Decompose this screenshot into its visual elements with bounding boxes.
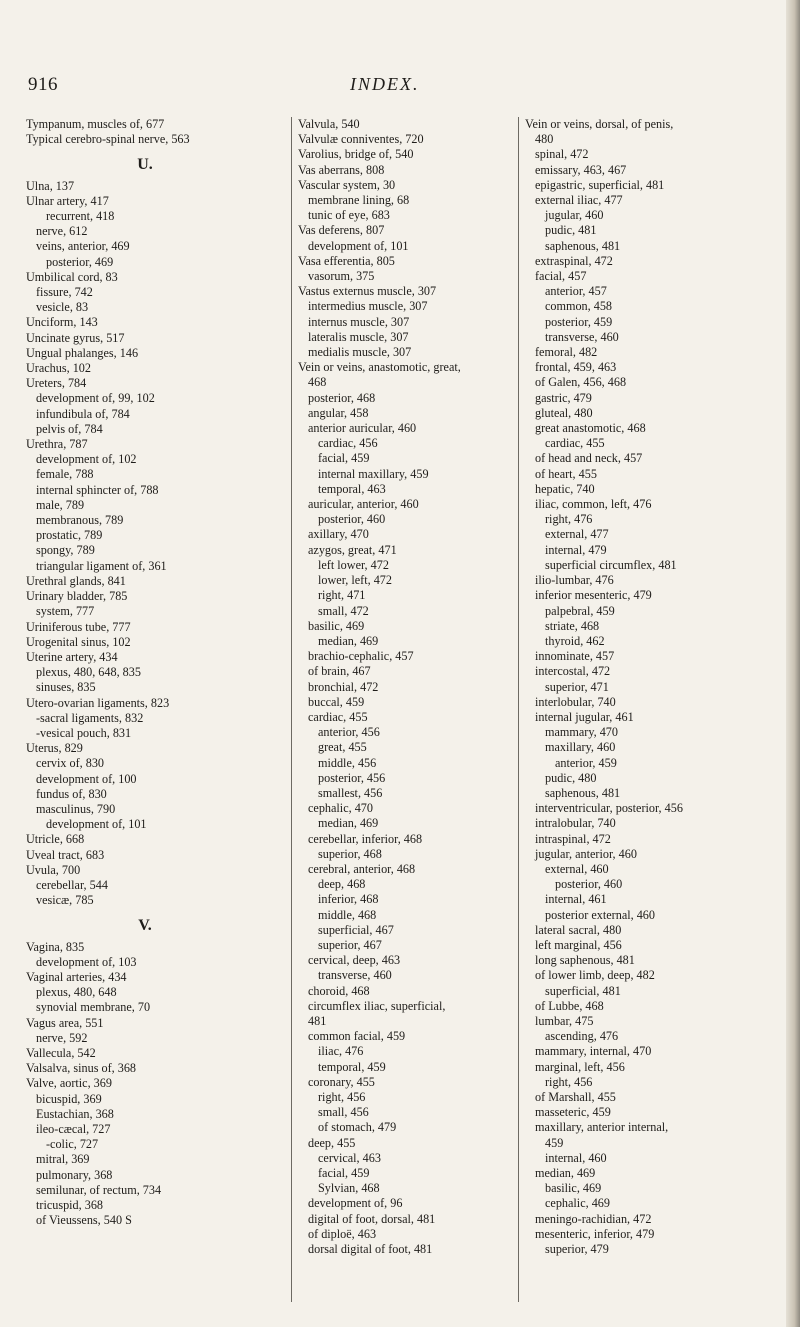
- index-subentry: membrane lining, 68: [308, 193, 410, 208]
- index-subentry: emissary, 463, 467: [535, 162, 627, 177]
- index-subentry: of Vieussens, 540 S: [36, 1213, 132, 1228]
- index-subentry: -sacral ligaments, 832: [36, 710, 144, 725]
- index-subentry: superficial circumflex, 481: [545, 557, 677, 572]
- index-subentry: deep, 468: [318, 877, 366, 892]
- index-subentry: smallest, 456: [318, 785, 383, 800]
- index-subentry: temporal, 463: [318, 481, 386, 496]
- index-subentry: ileo-cæcal, 727: [36, 1122, 111, 1136]
- index-entry: Vascular system, 30: [298, 177, 396, 192]
- index-subentry: posterior, 460: [555, 877, 623, 892]
- index-subentry: superior, 467: [318, 937, 382, 952]
- index-subentry: middle, 456: [318, 755, 377, 770]
- index-subentry: superficial, 467: [318, 922, 394, 937]
- index-subentry: external iliac, 477: [535, 193, 623, 208]
- index-subentry: fissure, 742: [36, 285, 93, 300]
- index-subentry: mesenteric, inferior, 479: [535, 1226, 655, 1241]
- index-subentry: brachio-cephalic, 457: [308, 649, 414, 664]
- section-letter-heading: V.: [138, 917, 152, 935]
- index-subentry: spongy, 789: [36, 543, 95, 558]
- index-subentry: right, 476: [545, 512, 593, 527]
- index-subentry: gluteal, 480: [535, 405, 593, 420]
- index-subentry: cardiac, 455: [545, 436, 605, 451]
- index-subentry: saphenous, 481: [545, 785, 621, 800]
- index-subentry: superficial, 481: [545, 983, 621, 998]
- index-subentry: medialis muscle, 307: [308, 345, 412, 360]
- index-subentry: interlobular, 740: [535, 694, 616, 709]
- index-subentry: posterior, 456: [318, 770, 386, 785]
- index-subentry: auricular, anterior, 460: [308, 497, 419, 512]
- index-subentry: of Lubbe, 468: [535, 998, 604, 1013]
- index-subentry: femoral, 482: [535, 345, 598, 360]
- index-subentry: mammary, internal, 470: [535, 1044, 652, 1059]
- index-subentry: nerve, 612: [36, 224, 88, 239]
- index-subentry: lumbar, 475: [535, 1013, 594, 1028]
- index-subentry: common facial, 459: [308, 1029, 406, 1044]
- index-subentry: marginal, left, 456: [535, 1059, 625, 1074]
- index-subentry: superior, 479: [545, 1242, 609, 1257]
- index-subentry: cerebral, anterior, 468: [308, 861, 416, 876]
- page-edge-shadow: [786, 0, 800, 1327]
- index-subentry: development of, 96: [308, 1196, 403, 1211]
- index-subentry: 481: [308, 1013, 327, 1028]
- index-entry: Vas deferens, 807: [298, 223, 385, 238]
- section-letter-heading: U.: [137, 156, 153, 174]
- index-subentry: anterior, 459: [555, 755, 617, 770]
- index-subentry: -colic, 727: [46, 1137, 99, 1152]
- index-subentry: cervical, 463: [318, 1150, 381, 1165]
- index-entry: Tympanum, muscles of, 677: [26, 117, 165, 131]
- index-subentry: bicuspid, 369: [36, 1091, 102, 1106]
- index-subentry: facial, 459: [318, 1166, 370, 1181]
- index-entry: Vein or veins, anastomotic, great,: [298, 360, 461, 375]
- index-subentry: Eustachian, 368: [36, 1106, 114, 1121]
- index-entry: Vaginal arteries, 434: [26, 969, 127, 984]
- index-subentry: intraspinal, 472: [535, 831, 611, 846]
- index-subentry: external, 460: [545, 861, 609, 876]
- index-subentry: striate, 468: [545, 618, 600, 633]
- index-subentry: nerve, 592: [36, 1030, 88, 1045]
- index-subentry: male, 789: [36, 497, 85, 512]
- index-subentry: thyroid, 462: [545, 633, 605, 648]
- index-subentry: fundus of, 830: [36, 786, 107, 801]
- index-subentry: anterior auricular, 460: [308, 421, 417, 436]
- index-subentry: posterior, 460: [318, 512, 386, 527]
- index-subentry: iliac, common, left, 476: [535, 497, 652, 512]
- index-subentry: 459: [545, 1135, 564, 1150]
- index-subentry: lower, left, 472: [318, 573, 392, 588]
- index-subentry: cardiac, 456: [318, 436, 378, 451]
- index-column-left: [26, 117, 264, 1228]
- index-subentry: of Galen, 456, 468: [535, 375, 627, 390]
- index-subentry: recurrent, 418: [46, 209, 115, 224]
- index-subentry: cephalic, 469: [545, 1196, 610, 1211]
- index-subentry: development of, 101: [308, 238, 409, 253]
- index-entry: Vagina, 835: [26, 939, 85, 954]
- index-subentry: intermedius muscle, 307: [308, 299, 428, 314]
- index-entry: Uncinate gyrus, 517: [26, 330, 125, 345]
- index-entry: Utero-ovarian ligaments, 823: [26, 695, 170, 710]
- index-subentry: hepatic, 740: [535, 481, 595, 496]
- index-entry: Vasa efferentia, 805: [298, 253, 395, 268]
- index-subentry: lateralis muscle, 307: [308, 329, 409, 344]
- index-subentry: plexus, 480, 648, 835: [36, 665, 141, 680]
- index-subentry: circumflex iliac, superficial,: [308, 998, 446, 1013]
- index-subentry: development of, 99, 102: [36, 391, 155, 406]
- index-subentry: ascending, 476: [545, 1029, 619, 1044]
- index-entry: Typical cerebro-spinal nerve, 563: [26, 132, 190, 147]
- index-entry: Vallecula, 542: [26, 1045, 96, 1060]
- index-entry: Valsalva, sinus of, 368: [26, 1061, 137, 1076]
- index-subentry: common, 458: [545, 299, 613, 314]
- index-entry: Valvula, 540: [298, 117, 360, 131]
- index-subentry: inferior mesenteric, 479: [535, 588, 652, 603]
- index-subentry: internal sphincter of, 788: [36, 482, 159, 497]
- index-subentry: epigastric, superficial, 481: [535, 177, 665, 192]
- index-subentry: internal maxillary, 459: [318, 466, 429, 481]
- index-subentry: semilunar, of rectum, 734: [36, 1182, 162, 1197]
- index-subentry: maxillary, 460: [545, 740, 616, 755]
- index-subentry: middle, 468: [318, 907, 377, 922]
- index-entry: Vas aberrans, 808: [298, 162, 385, 177]
- index-subentry: frontal, 459, 463: [535, 360, 617, 375]
- index-subentry: jugular, 460: [545, 208, 604, 223]
- index-subentry: internal, 460: [545, 1150, 607, 1165]
- index-subentry: cerebellar, inferior, 468: [308, 831, 423, 846]
- index-subentry: left marginal, 456: [535, 937, 622, 952]
- index-subentry: development of, 103: [36, 954, 137, 969]
- index-subentry: sinuses, 835: [36, 680, 96, 695]
- index-subentry: vesicæ, 785: [36, 893, 94, 908]
- index-entry: Urethral glands, 841: [26, 573, 126, 588]
- index-subentry: pudic, 481: [545, 223, 597, 238]
- index-subentry: extraspinal, 472: [535, 253, 613, 268]
- index-subentry: cardiac, 455: [308, 709, 368, 724]
- index-subentry: cerebellar, 544: [36, 877, 108, 892]
- index-subentry: tricuspid, 368: [36, 1198, 104, 1213]
- index-subentry: synovial membrane, 70: [36, 1000, 151, 1015]
- index-subentry: infundibula of, 784: [36, 406, 130, 421]
- index-subentry: cephalic, 470: [308, 801, 373, 816]
- index-subentry: posterior external, 460: [545, 907, 655, 922]
- index-entry: Urogenital sinus, 102: [26, 634, 131, 649]
- index-subentry: axillary, 470: [308, 527, 369, 542]
- index-subentry: right, 456: [545, 1074, 593, 1089]
- index-subentry: buccal, 459: [308, 694, 365, 709]
- page-header: [28, 74, 768, 100]
- index-entry: Urinary bladder, 785: [26, 589, 128, 604]
- index-entry: Urethra, 787: [26, 437, 88, 452]
- index-subentry: vesicle, 83: [36, 300, 89, 315]
- index-entry: Urachus, 102: [26, 361, 91, 376]
- index-entry: Valvulæ conniventes, 720: [298, 132, 424, 147]
- index-subentry: intralobular, 740: [535, 816, 616, 831]
- index-subentry: vasorum, 375: [308, 269, 375, 284]
- index-subentry: of Marshall, 455: [535, 1090, 616, 1104]
- index-subentry: facial, 459: [318, 451, 370, 466]
- index-entry: Utricle, 668: [26, 832, 85, 847]
- index-subentry: anterior, 456: [318, 725, 380, 740]
- index-entry: Ulnar artery, 417: [26, 193, 109, 208]
- index-subentry: internal, 461: [545, 892, 607, 907]
- index-entry: Uterus, 829: [26, 741, 83, 756]
- index-subentry: cervix of, 830: [36, 756, 105, 771]
- index-subentry: pelvis of, 784: [36, 421, 103, 436]
- index-subentry: posterior, 468: [308, 390, 376, 405]
- running-title: INDEX.: [350, 74, 420, 94]
- index-entry: Uveal tract, 683: [26, 847, 105, 862]
- index-subentry: gastric, 479: [535, 390, 592, 405]
- index-subentry: saphenous, 481: [545, 238, 621, 253]
- index-subentry: choroid, 468: [308, 983, 370, 998]
- index-subentry: mitral, 369: [36, 1152, 90, 1167]
- index-subentry: female, 788: [36, 467, 94, 482]
- index-subentry: maxillary, anterior internal,: [535, 1120, 669, 1135]
- index-subentry: mammary, 470: [545, 725, 618, 740]
- index-subentry: pudic, 480: [545, 770, 597, 785]
- index-entry: Valve, aortic, 369: [26, 1076, 112, 1091]
- index-subentry: of head and neck, 457: [535, 451, 643, 466]
- index-subentry: small, 472: [318, 603, 369, 618]
- index-subentry: prostatic, 789: [36, 528, 103, 543]
- index-subentry: external, 477: [545, 527, 609, 542]
- index-subentry: meningo-rachidian, 472: [535, 1211, 652, 1226]
- index-subentry: masculinus, 790: [36, 801, 116, 816]
- index-entry: Varolius, bridge of, 540: [298, 147, 414, 162]
- index-entry: Vastus externus muscle, 307: [298, 284, 437, 299]
- index-subentry: intercostal, 472: [535, 664, 611, 679]
- index-subentry: iliac, 476: [318, 1044, 364, 1059]
- index-subentry: ilio-lumbar, 476: [535, 573, 614, 588]
- index-entry: Ureters, 784: [26, 376, 87, 391]
- index-subentry: great anastomotic, 468: [535, 421, 646, 436]
- index-subentry: masseteric, 459: [535, 1105, 611, 1120]
- index-subentry: membranous, 789: [36, 513, 124, 528]
- index-subentry: median, 469: [318, 816, 379, 831]
- index-subentry: digital of foot, dorsal, 481: [308, 1211, 436, 1226]
- index-subentry: basilic, 469: [308, 618, 365, 633]
- index-subentry: of heart, 455: [535, 466, 597, 481]
- index-column-middle: [291, 117, 520, 1302]
- index-entry: Uterine artery, 434: [26, 649, 118, 664]
- index-subentry: internus muscle, 307: [308, 314, 410, 329]
- index-subentry: basilic, 469: [545, 1181, 602, 1196]
- index-subentry: spinal, 472: [535, 147, 589, 162]
- index-subentry: jugular, anterior, 460: [535, 846, 637, 861]
- index-entry: Uriniferous tube, 777: [26, 619, 131, 634]
- index-subentry: long saphenous, 481: [535, 953, 635, 968]
- index-subentry: posterior, 459: [545, 314, 613, 329]
- index-entry: Vagus area, 551: [26, 1015, 104, 1030]
- index-subentry: 480: [535, 132, 554, 147]
- index-subentry: azygos, great, 471: [308, 542, 397, 557]
- index-subentry: 468: [308, 375, 327, 390]
- index-entry: Ungual phalanges, 146: [26, 345, 139, 360]
- index-subentry: bronchial, 472: [308, 679, 379, 694]
- index-subentry: angular, 458: [308, 405, 369, 420]
- index-subentry: superior, 468: [318, 846, 382, 861]
- index-subentry: inferior, 468: [318, 892, 379, 907]
- index-subentry: innominate, 457: [535, 649, 615, 664]
- index-entry: Vein or veins, dorsal, of penis,: [525, 117, 674, 131]
- index-subentry: anterior, 457: [545, 284, 607, 299]
- index-subentry: development of, 100: [36, 771, 137, 786]
- index-subentry: internal, 479: [545, 542, 607, 557]
- index-subentry: palpebral, 459: [545, 603, 615, 618]
- index-subentry: median, 469: [318, 633, 379, 648]
- page-number: 916: [28, 74, 58, 95]
- index-subentry: development of, 101: [46, 817, 147, 832]
- index-subentry: veins, anterior, 469: [36, 239, 130, 254]
- index-subentry: plexus, 480, 648: [36, 985, 117, 1000]
- index-subentry: transverse, 460: [318, 968, 392, 983]
- index-subentry: posterior, 469: [46, 254, 114, 269]
- index-subentry: of stomach, 479: [318, 1120, 397, 1135]
- index-subentry: pulmonary, 368: [36, 1167, 113, 1182]
- index-subentry: superior, 471: [545, 679, 609, 694]
- index-subentry: right, 456: [318, 1090, 366, 1104]
- index-subentry: median, 469: [535, 1166, 596, 1181]
- index-subentry: deep, 455: [308, 1135, 356, 1150]
- index-subentry: dorsal digital of foot, 481: [308, 1242, 433, 1257]
- index-entry: Ulna, 137: [26, 178, 75, 193]
- index-entry: Unciform, 143: [26, 315, 98, 330]
- index-subentry: lateral sacral, 480: [535, 922, 622, 937]
- index-subentry: system, 777: [36, 604, 95, 619]
- index-subentry: -vesical pouch, 831: [36, 725, 132, 740]
- index-subentry: transverse, 460: [545, 329, 619, 344]
- index-subentry: facial, 457: [535, 269, 587, 284]
- index-subentry: cervical, deep, 463: [308, 953, 401, 968]
- index-subentry: small, 456: [318, 1105, 369, 1120]
- index-subentry: of diploë, 463: [308, 1226, 377, 1241]
- index-subentry: tunic of eye, 683: [308, 208, 390, 223]
- index-subentry: Sylvian, 468: [318, 1181, 380, 1196]
- index-entry: Umbilical cord, 83: [26, 269, 118, 284]
- index-subentry: right, 471: [318, 588, 366, 603]
- index-subentry: coronary, 455: [308, 1074, 375, 1089]
- index-subentry: left lower, 472: [318, 557, 389, 572]
- index-entry: Uvula, 700: [26, 862, 81, 877]
- index-subentry: development of, 102: [36, 452, 137, 467]
- index-subentry: temporal, 459: [318, 1059, 386, 1074]
- index-subentry: of brain, 467: [308, 664, 371, 679]
- index-subentry: internal jugular, 461: [535, 709, 634, 724]
- index-subentry: great, 455: [318, 740, 367, 755]
- index-subentry: of lower limb, deep, 482: [535, 968, 655, 983]
- index-column-right: [518, 117, 783, 1302]
- index-subentry: triangular ligament of, 361: [36, 558, 167, 573]
- index-subentry: interventricular, posterior, 456: [535, 801, 683, 816]
